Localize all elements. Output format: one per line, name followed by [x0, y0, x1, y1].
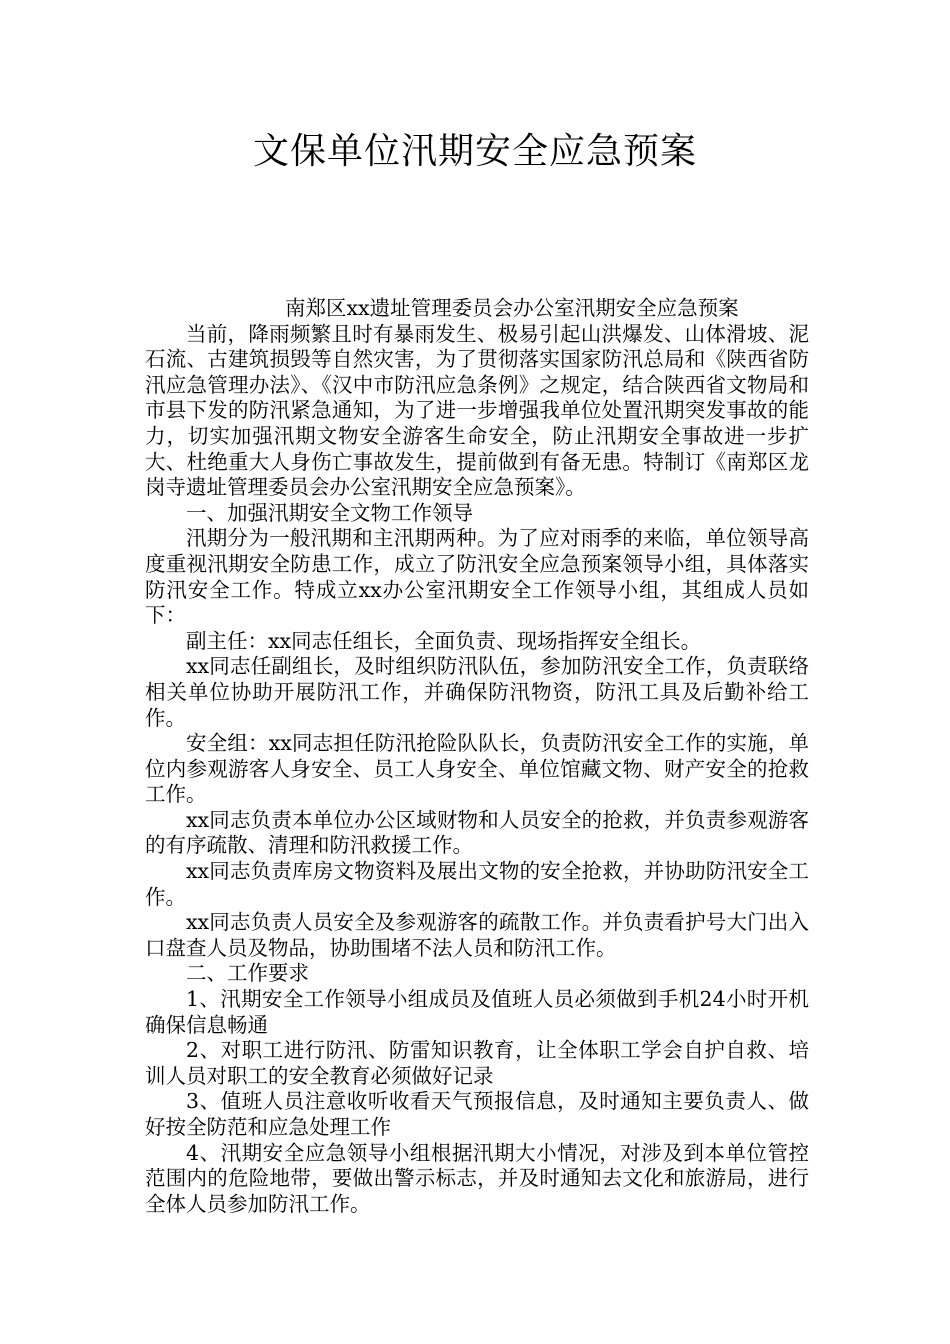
paragraph-deputy-director: 副主任：xx同志任组长，全面负责、现场指挥安全组长。 — [186, 628, 702, 653]
requirement-1: 1、汛期安全工作领导小组成员及值班人员必须做到手机24小时开机确保信息畅通 — [145, 987, 809, 1037]
document-subtitle: 南郑区xx遗址管理委员会办公室汛期安全应急预案 — [285, 296, 739, 320]
paragraph-deputy-leader: xx同志任副组长，及时组织防汛队伍，参加防汛安全工作，负责联络相关单位协助开展防汛工作，并确保防汛物资，防汛工具及后勤补给工作。 — [145, 654, 809, 730]
requirement-4: 4、汛期安全应急领导小组根据汛期大小情况，对涉及到本单位管控范围内的危险地带，要做出警示标志，并及时通知去文化和旅游局，进行全体人员参加防汛工作。 — [145, 1140, 809, 1216]
paragraph-leadership: 汛期分为一般汛期和主汛期两种。为了应对雨季的来临，单位领导高度重视汛期安全防患工作，成立了防汛安全应急预案领导小组，具体落实防汛安全工作。特成立xx办公室汛期安全工作领导小组，其组成人员如下： — [145, 526, 809, 628]
paragraph-evacuation: xx同志负责人员安全及参观游客的疏散工作。并负责看护号大门出入口盘查人员及物品，协助围堵不法人员和防汛工作。 — [145, 910, 809, 960]
paragraph-office-rescue: xx同志负责本单位办公区域财物和人员安全的抢救，并负责参观游客的有序疏散、清理和防汛救援工作。 — [145, 807, 809, 858]
document-title: 文保单位汛期安全应急预案 — [252, 131, 697, 172]
paragraph-intro: 当前，降雨频繁且时有暴雨发生、极易引起山洪爆发、山体滑坡、泥石流、古建筑损毁等自然灾害，为了贯彻落实国家防汛总局和《陕西省防汛应急管理办法》、《汉中市防汛应急条例》之规定，结合陕西省文物局和市县下发的防汛紧急通知，为了进一步增强我单位处置汛期突发事故的能力，切实加强汛期文物安全游客生命安全，防止汛期安全事故进一步扩大、杜绝重大人身伤亡事故发生，提前做到有备无患。特制订《南郑区龙岗寺遗址管理委员会办公室汛期安全应急预案》。 — [145, 321, 809, 500]
paragraph-relics-rescue: xx同志负责库房文物资料及展出文物的安全抢救，并协助防汛安全工作。 — [145, 859, 809, 909]
section-heading-1: 一、加强汛期安全文物工作领导 — [186, 500, 473, 525]
requirement-2: 2、对职工进行防汛、防雷知识教育，让全体职工学会自护自救、培训人员对职工的安全教育必须做好记录 — [145, 1038, 809, 1088]
requirement-3: 3、值班人员注意收听收看天气预报信息，及时通知主要负责人、做好按全防范和应急处理工作 — [145, 1089, 809, 1139]
document-body — [145, 296, 809, 1217]
paragraph-safety-group: 安全组：xx同志担任防汛抢险队队长，负责防汛安全工作的实施，单位内参观游客人身安全、员工人身安全、单位馆藏文物、财产安全的抢救工作。 — [145, 731, 809, 807]
section-heading-2: 二、工作要求 — [186, 961, 309, 986]
